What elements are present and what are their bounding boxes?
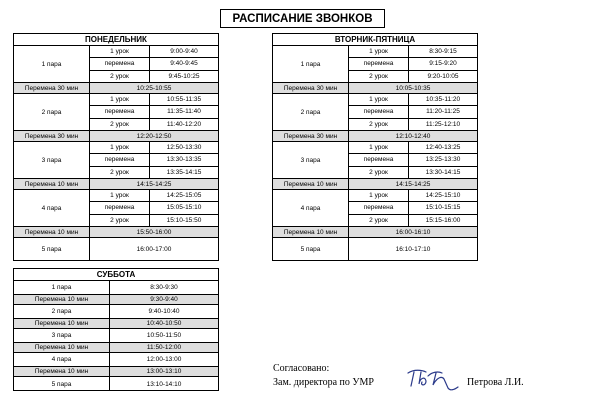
table-header: СУББОТА [14,269,218,281]
lesson-block [14,142,218,179]
break-label: Перемена 30 мин [273,83,349,93]
period-label: 2 урок [90,71,150,82]
break-row [273,179,477,190]
period-time: 10:55-11:35 [166,96,202,104]
lesson-row [14,377,218,391]
period-time: 14:25-15:05 [166,192,202,200]
pair-time: 10:50-11:50 [146,331,182,339]
lesson-block [14,190,218,227]
break-time: 11:50-12:00 [146,344,182,352]
break-label: Перемена 10 мин [14,179,90,189]
page-title: РАСПИСАНИЕ ЗВОНКОВ [220,9,385,28]
period-label: 1 урок [90,190,150,201]
pair-label: 1 пара [273,46,349,82]
period-time: 13:25-13:30 [425,156,461,164]
subrow [90,58,218,70]
break-label: Перемена 30 мин [273,131,349,141]
period-time: 13:30-13:35 [166,156,202,164]
break-time: 9:30-9:40 [150,295,178,303]
lesson-block [273,190,477,227]
table-header: ПОНЕДЕЛЬНИК [14,34,218,46]
period-time: 9:00-9:40 [170,48,198,56]
lesson-subrows [349,142,477,178]
lesson-block [273,238,477,260]
signer-name: Петрова Л.И. [467,377,524,388]
pair-time: 12:00-13:00 [146,356,182,364]
pair-label: 4 пара [14,190,90,226]
break-label: Перемена 10 мин [14,367,110,377]
subrow [349,190,477,202]
pair-label: 4 пара [14,353,110,366]
break-time: 14:15-14:25 [395,180,431,188]
break-row [14,343,218,354]
lesson-subrows [90,142,218,178]
lesson-subrows [349,190,477,226]
period-time: 11:25-12:10 [425,120,461,128]
period-time: 11:20-11:25 [426,108,460,116]
monday-schedule-table [13,33,219,261]
break-label: Перемена 10 мин [273,179,349,189]
period-label: перемена [90,106,150,117]
period-time: 14:25-15:10 [425,192,461,200]
period-label: 2 урок [349,167,409,178]
period-label: перемена [349,202,409,213]
period-label: 2 урок [90,119,150,130]
period-time: 15:05-15:10 [166,204,202,212]
subrow [90,106,218,118]
lesson-row [14,329,218,343]
lesson-block [273,142,477,179]
period-label: 1 урок [349,142,409,153]
subrow [90,71,218,82]
break-time: 12:10-12:40 [395,132,431,140]
break-row [14,319,218,330]
break-label: Перемена 10 мин [14,343,110,353]
break-row [273,83,477,94]
subrow [90,167,218,178]
lesson-row [14,281,218,295]
period-time: 13:30-14:15 [425,168,461,176]
subrow [349,215,477,226]
subrow [90,46,218,58]
period-label: 1 урок [90,94,150,105]
break-label: Перемена 30 мин [14,131,90,141]
period-time: 13:35-14:15 [166,168,202,176]
period-time: 8:30-9:15 [429,48,457,56]
break-time: 10:05-10:35 [395,84,431,92]
lesson-block [14,46,218,83]
lesson-block [273,46,477,83]
pair-label: 5 пара [273,238,349,260]
period-label: 1 урок [90,142,150,153]
period-label: 1 урок [349,190,409,201]
pair-label: 1 пара [14,281,110,294]
pair-label: 3 пара [273,142,349,178]
period-label: перемена [90,58,150,69]
period-time: 12:50-13:30 [166,144,202,152]
lesson-block [273,94,477,131]
period-label: 1 урок [90,46,150,57]
subrow [349,142,477,154]
break-row [14,131,218,142]
break-time: 10:40-10:50 [146,319,182,327]
break-time: 16:00-16:10 [395,228,431,236]
subrow [349,167,477,178]
subrow [90,94,218,106]
pair-label: 5 пара [14,238,90,260]
subrow [349,119,477,130]
break-row [14,83,218,94]
break-time: 10:25-10:55 [136,84,172,92]
period-label: 2 урок [349,215,409,226]
period-time: 11:40-12:20 [166,120,202,128]
agreed-label: Согласовано: [273,363,330,374]
period-time: 9:40-9:45 [170,60,198,68]
break-time: 14:15-14:25 [136,180,172,188]
period-label: перемена [349,154,409,165]
subrow [349,46,477,58]
break-row [14,295,218,306]
lesson-block [14,238,218,260]
period-time: 10:35-11:20 [425,96,461,104]
tuesday-friday-schedule-table [272,33,478,261]
break-row [14,179,218,190]
signature-image [404,364,464,392]
pair-label: 4 пара [273,190,349,226]
period-label: 2 урок [90,215,150,226]
period-label: 2 урок [349,119,409,130]
break-time: 13:00-13:10 [146,368,182,376]
period-label: 2 урок [349,71,409,82]
break-row [273,227,477,238]
subrow [90,119,218,130]
subrow [90,202,218,214]
break-time: 15:50-16:00 [136,228,172,236]
subrow [90,190,218,202]
pair-time: 16:00-17:00 [136,245,172,253]
pair-label: 3 пара [14,329,110,342]
saturday-schedule-table [13,268,219,391]
lesson-subrows [349,94,477,130]
period-label: перемена [90,202,150,213]
pair-label: 2 пара [273,94,349,130]
pair-label: 5 пара [14,377,110,391]
subrow [349,154,477,166]
subrow [90,154,218,166]
pair-time: 16:10-17:10 [395,245,431,253]
period-label: перемена [90,154,150,165]
period-label: 2 урок [90,167,150,178]
period-time: 9:45-10:25 [168,72,200,80]
lesson-subrows [90,94,218,130]
pair-label: 1 пара [14,46,90,82]
break-time: 12:20-12:50 [136,132,172,140]
subrow [90,142,218,154]
lesson-subrows [90,190,218,226]
period-time: 15:10-15:50 [166,216,202,224]
subrow [349,94,477,106]
break-label: Перемена 10 мин [14,319,110,329]
table-header: ВТОРНИК-ПЯТНИЦА [273,34,477,46]
period-label: 1 урок [349,94,409,105]
position-label: Зам. директора по УМР [273,377,374,388]
period-time: 11:35-11:40 [167,108,201,116]
break-label: Перемена 30 мин [14,83,90,93]
period-time: 9:15-9:20 [429,60,457,68]
period-time: 15:10-15:15 [425,204,461,212]
period-time: 15:15-16:00 [425,216,461,224]
period-label: перемена [349,106,409,117]
period-time: 12:40-13:25 [425,144,461,152]
break-row [14,367,218,378]
break-label: Перемена 10 мин [14,227,90,237]
pair-label: 3 пара [14,142,90,178]
pair-time: 9:40-10:40 [148,307,180,315]
pair-label: 2 пара [14,94,90,130]
subrow [349,58,477,70]
lesson-subrows [90,46,218,82]
period-label: перемена [349,58,409,69]
pair-time: 13:10-14:10 [146,380,182,388]
pair-label: 2 пара [14,305,110,318]
lesson-subrows [349,46,477,82]
break-label: Перемена 10 мин [273,227,349,237]
period-time: 9:20-10:05 [427,72,459,80]
lesson-block [14,94,218,131]
break-label: Перемена 10 мин [14,295,110,305]
break-row [273,131,477,142]
subrow [349,71,477,82]
lesson-row [14,305,218,319]
pair-time: 8:30-9:30 [150,283,178,291]
lesson-row [14,353,218,367]
period-label: 1 урок [349,46,409,57]
subrow [90,215,218,226]
subrow [349,202,477,214]
subrow [349,106,477,118]
break-row [14,227,218,238]
